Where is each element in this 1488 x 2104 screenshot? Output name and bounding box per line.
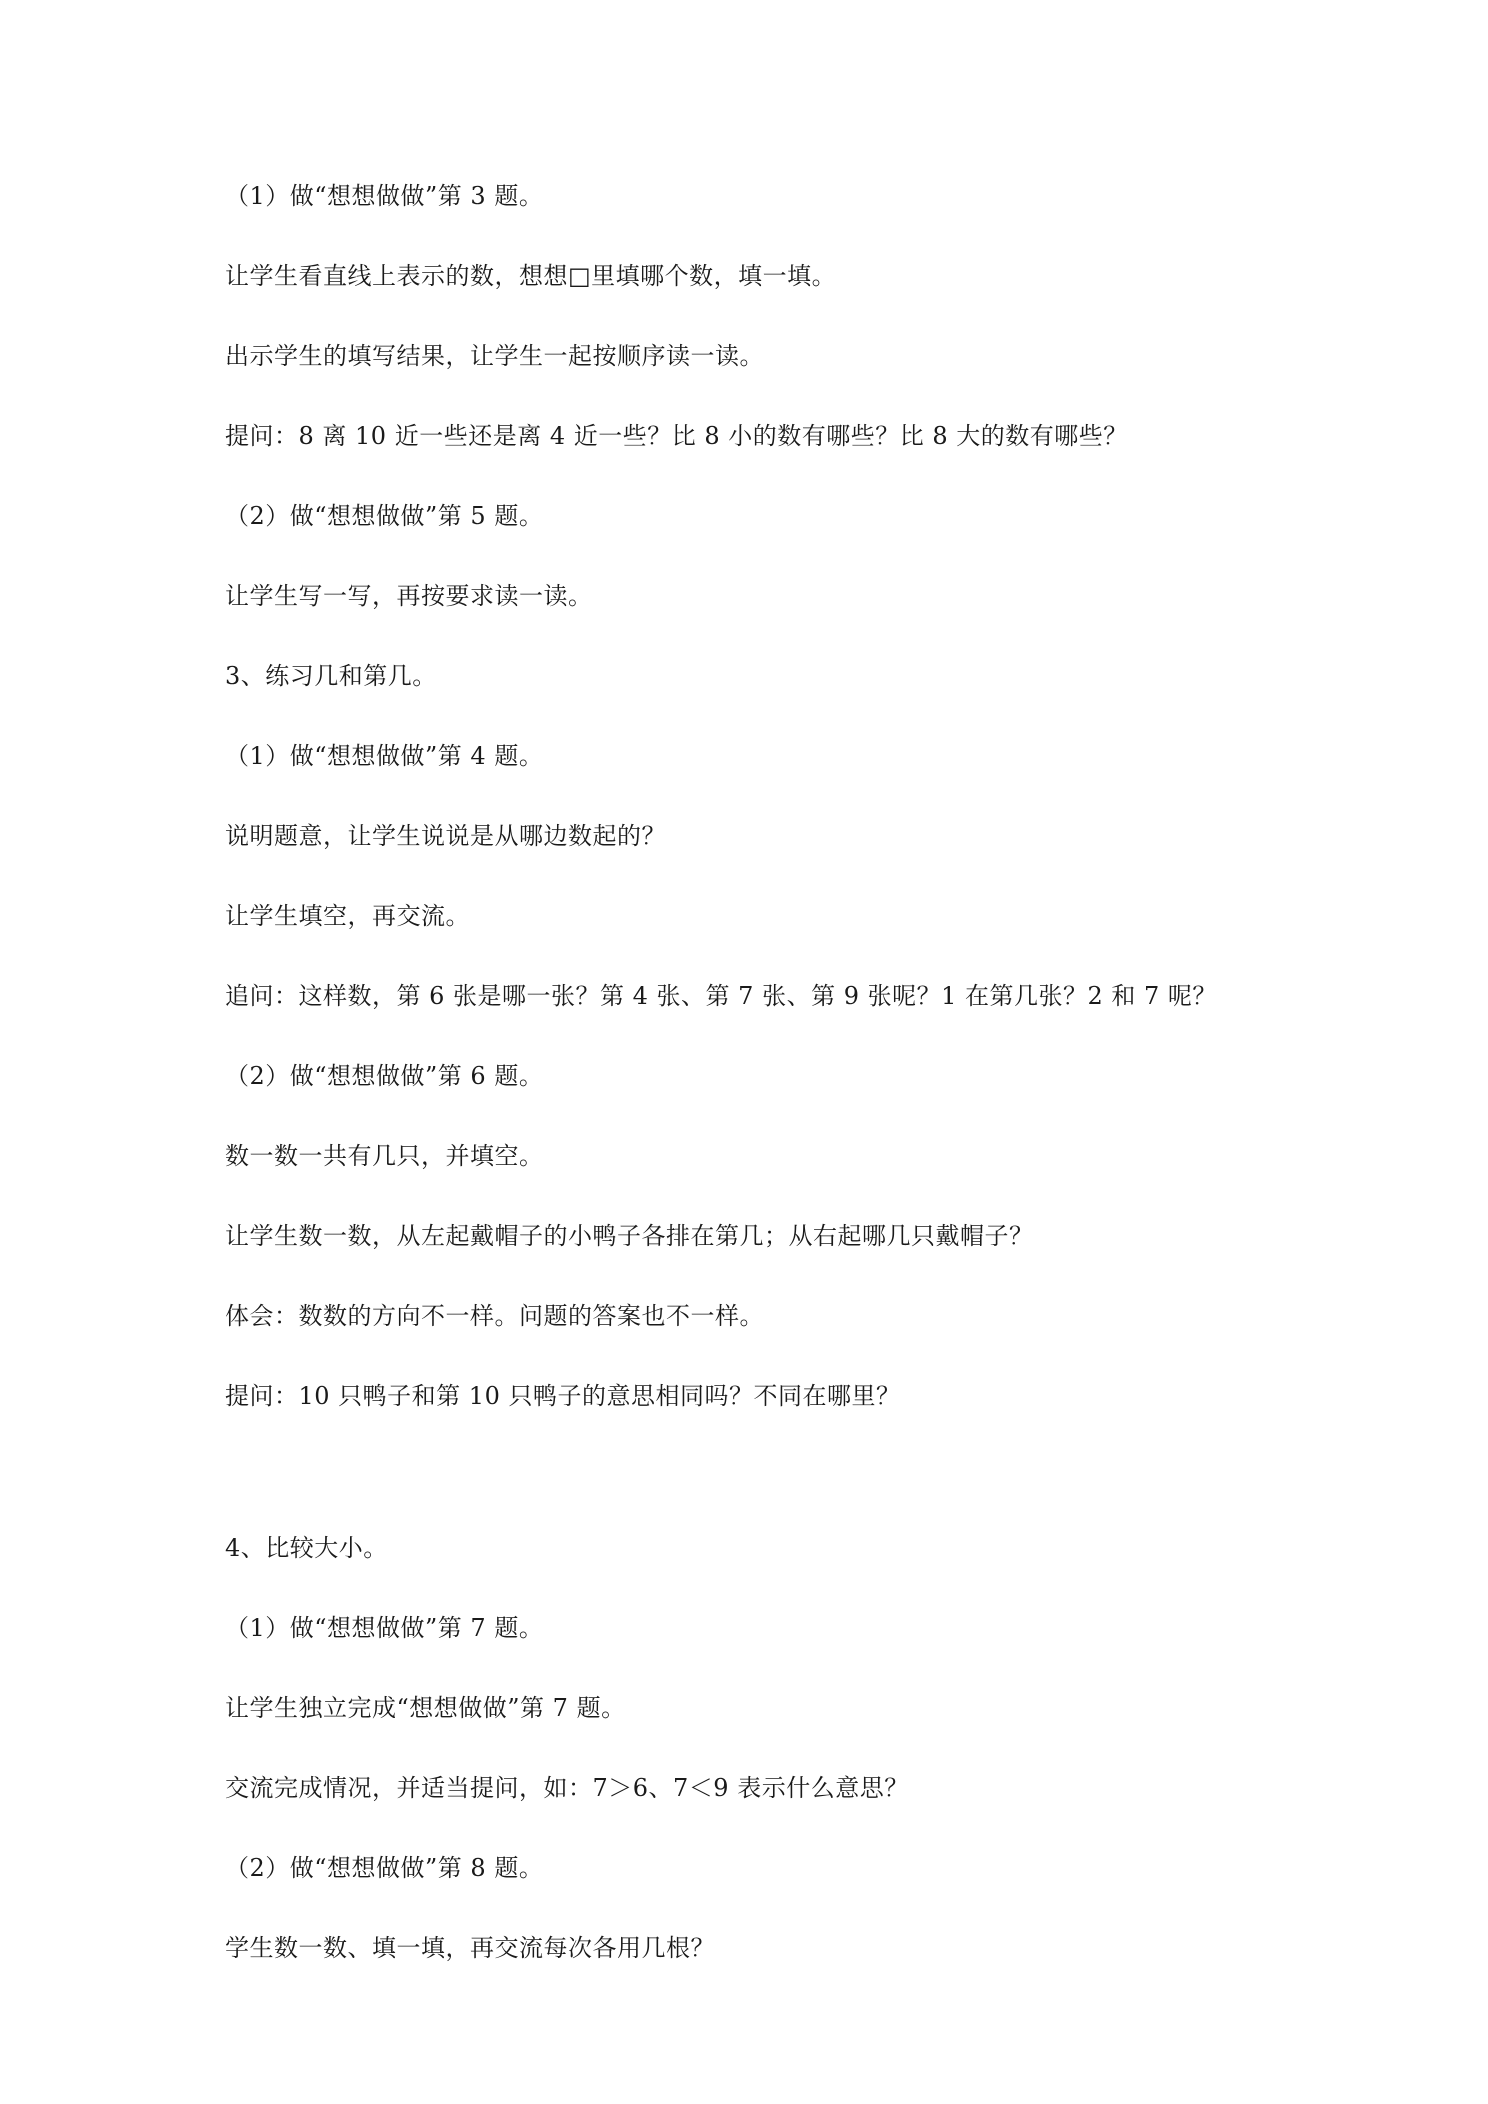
text-line: （1）做“想想做做”第 3 题。: [225, 182, 544, 210]
text-line: 让学生填空，再交流。: [225, 902, 470, 930]
section-heading: 3、练习几和第几。: [225, 662, 437, 690]
text-line: 让学生独立完成“想想做做”第 7 题。: [225, 1694, 626, 1722]
text-line: 学生数一数、填一填，再交流每次各用几根？: [225, 1934, 715, 1962]
text-line: 交流完成情况，并适当提问，如：7＞6、7＜9 表示什么意思？: [225, 1774, 909, 1802]
text-line: 让学生写一写，再按要求读一读。: [225, 582, 593, 610]
text-line: 出示学生的填写结果，让学生一起按顺序读一读。: [225, 342, 764, 370]
text-line: （1）做“想想做做”第 7 题。: [225, 1614, 544, 1642]
text-line: 提问：8 离 10 近一些还是离 4 近一些？比 8 小的数有哪些？比 8 大的数有哪些？: [225, 422, 1128, 450]
text-line: （1）做“想想做做”第 4 题。: [225, 742, 544, 770]
text-line: 提问：10 只鸭子和第 10 只鸭子的意思相同吗？不同在哪里？: [225, 1382, 901, 1410]
text-line: （2）做“想想做做”第 8 题。: [225, 1854, 544, 1882]
section-heading: 4、比较大小。: [225, 1534, 388, 1562]
text-line: 让学生看直线上表示的数，想想□里填哪个数，填一填。: [225, 262, 837, 290]
text-line: 数一数一共有几只，并填空。: [225, 1142, 544, 1170]
text-line: （2）做“想想做做”第 5 题。: [225, 502, 544, 530]
text-line: （2）做“想想做做”第 6 题。: [225, 1062, 544, 1090]
text-line: 让学生数一数，从左起戴帽子的小鸭子各排在第几；从右起哪几只戴帽子？: [225, 1222, 1034, 1250]
text-line: 追问：这样数，第 6 张是哪一张？第 4 张、第 7 张、第 9 张呢？1 在第几张？2 和 7 呢？: [225, 982, 1217, 1010]
text-line: 说明题意，让学生说说是从哪边数起的？: [225, 822, 666, 850]
text-line: 体会：数数的方向不一样。问题的答案也不一样。: [225, 1302, 764, 1330]
